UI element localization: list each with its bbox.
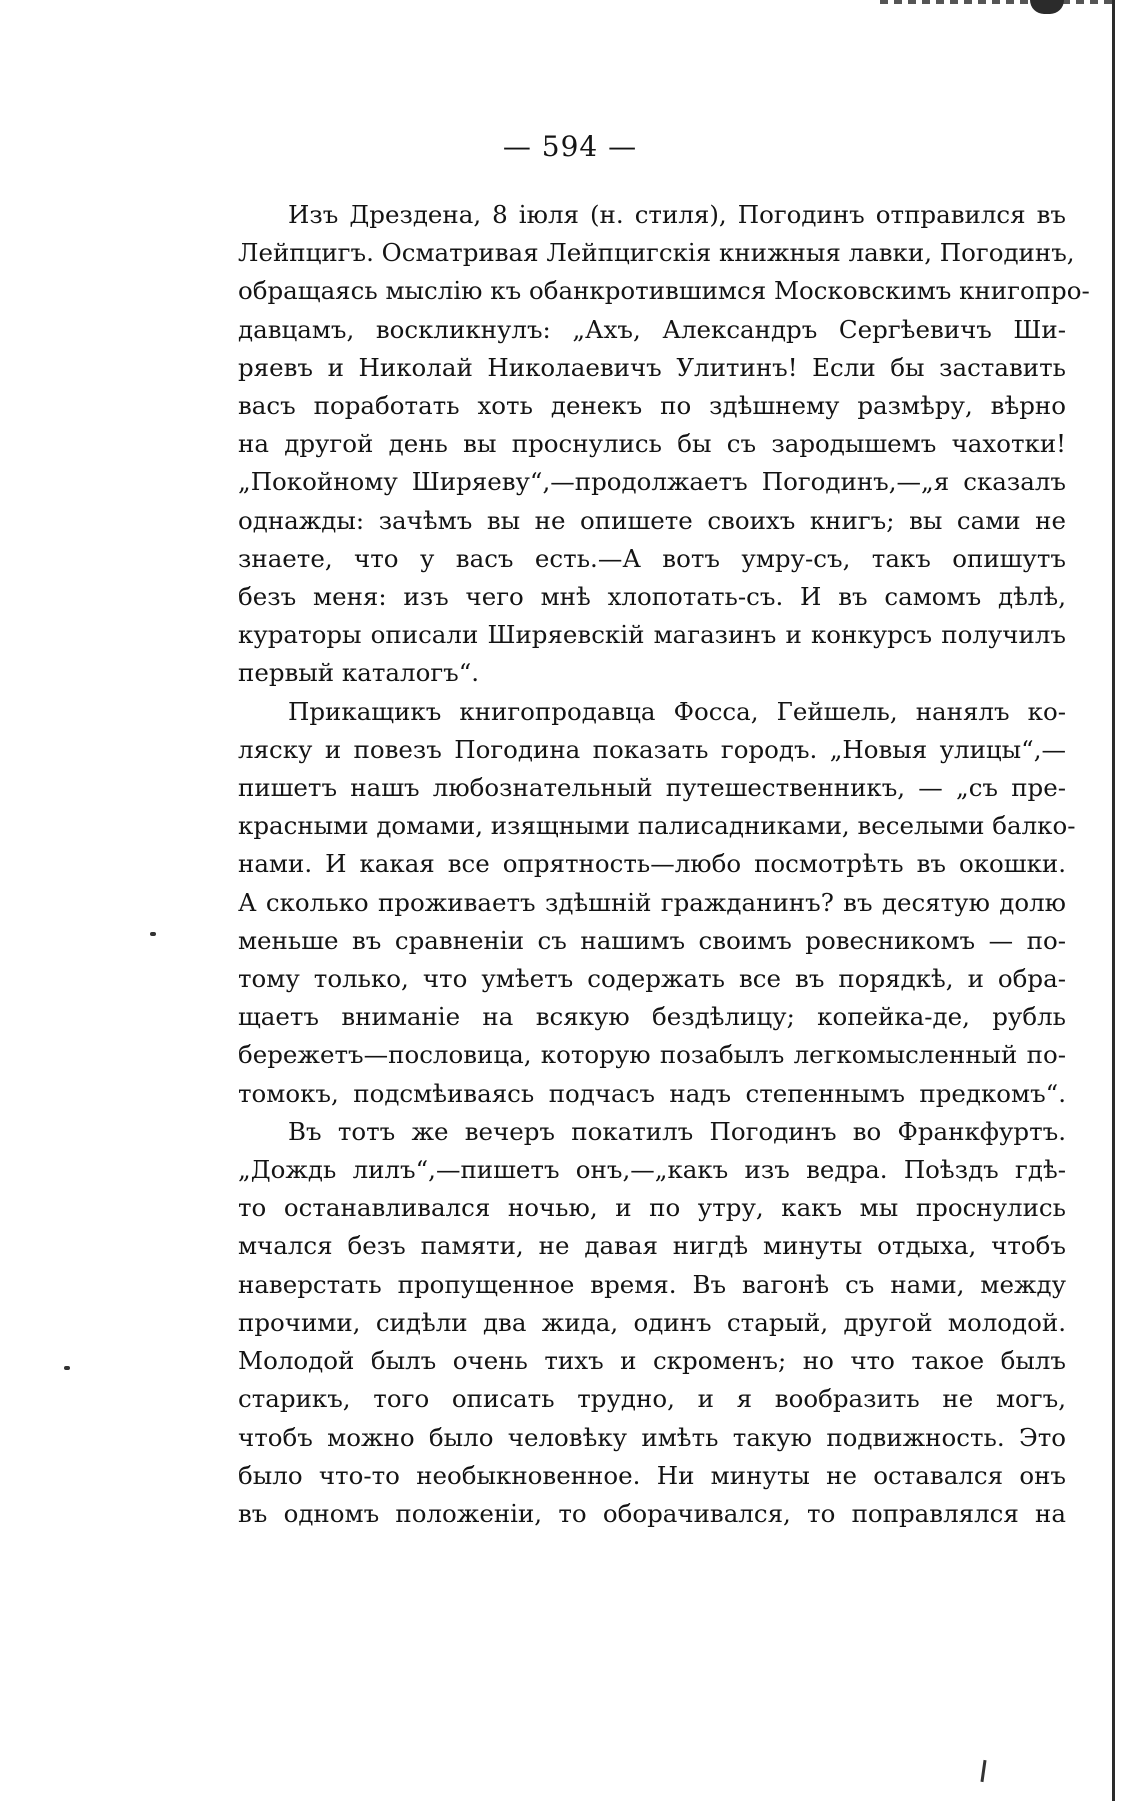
text-line: бережетъ—пословица, которую позабылъ легкомысленный по- <box>238 1040 1066 1070</box>
text-line: кураторы описали Ширяевскій магазинъ и конкурсъ получилъ <box>238 620 1066 650</box>
text-line: Въ тотъ же вечеръ покатилъ Погодинъ во Франкфуртъ. <box>288 1116 1066 1146</box>
text-line: меньше въ сравненіи съ нашимъ своимъ ровесникомъ — по- <box>238 925 1066 955</box>
text-line: Прикащикъ книгопродавца Фосса, Гейшель, нанялъ ко- <box>288 696 1066 726</box>
text-line: однажды: зачѣмъ вы не опишете своихъ книгъ; вы сами не <box>238 505 1066 535</box>
text-line: давцамъ, воскликнулъ: „Ахъ, Александръ Сергѣевичъ Ши- <box>238 314 1066 344</box>
text-line: мчался безъ памяти, не давая нигдѣ минуты отдыха, чтобъ <box>238 1231 1066 1261</box>
margin-dot-mark <box>64 1366 70 1370</box>
paragraph-3 <box>238 1113 1066 1533</box>
text-line: пишетъ нашъ любознательный путешественникъ, — „съ пре- <box>238 773 1066 803</box>
text-line: щаетъ вниманіе на всякую бездѣлицу; копейка-де, рубль <box>238 1002 1066 1032</box>
page-edge-right <box>1112 0 1115 1801</box>
text-line: ляску и повезъ Погодина показать городъ. „Новыя улицы“,— <box>238 734 1066 764</box>
text-line: Молодой былъ очень тихъ и скроменъ; но что такое былъ <box>238 1346 1066 1376</box>
margin-dot-mark <box>150 932 156 936</box>
page-edge-top <box>880 0 1112 4</box>
text-line: Изъ Дрездена, 8 іюля (н. стиля), Погодинъ отправился въ <box>288 200 1066 229</box>
text-line: „Покойному Ширяеву“,—продолжаетъ Погодинъ,—„я сказалъ <box>238 467 1066 497</box>
text-line: безъ меня: изъ чего мнѣ хлопотать-съ. И въ самомъ дѣлѣ, <box>238 582 1066 612</box>
text-line: старикъ, того описать трудно, и я вообразить не могъ, <box>238 1384 1066 1414</box>
page-number: — 594 — <box>502 130 638 163</box>
text-line: прочими, сидѣли два жида, одинъ старый, другой молодой. <box>238 1307 1066 1337</box>
scan-blot <box>1030 0 1064 14</box>
text-line: то останавливался ночью, и по утру, какъ мы проснулись <box>238 1193 1066 1223</box>
text-line: въ одномъ положеніи, то оборачивался, то поправлялся на <box>238 1498 1066 1528</box>
text-line: обращаясь мыслію къ обанкротившимся Московскимъ книгопро- <box>238 276 1090 306</box>
text-line: ряевъ и Николай Николаевичъ Улитинъ! Если бы заставить <box>238 352 1066 382</box>
text-line: чтобъ можно было человѣку имѣть такую подвижность. Это <box>238 1422 1066 1452</box>
text-line: „Дождь лилъ“,—пишетъ онъ,—„какъ изъ ведра. Поѣздъ гдѣ- <box>238 1155 1066 1185</box>
text-line: красными домами, изящными палисадниками, веселыми балко- <box>238 811 1076 841</box>
text-line: Лейпцигъ. Осматривая Лейпцигскія книжныя лавки, Погодинъ, <box>238 238 1075 268</box>
body-text <box>238 196 1090 1533</box>
text-line: наверстать пропущенное время. Въ вагонѣ съ нами, между <box>238 1269 1066 1299</box>
text-line: тому только, что умѣетъ содержать все въ порядкѣ, и обра- <box>238 964 1066 994</box>
text-line: нами. И какая все опрятность—любо посмотрѣть въ окошки. <box>238 849 1066 879</box>
text-line: было что-то необыкновенное. Ни минуты не оставался онъ <box>238 1460 1066 1490</box>
text-line: А сколько проживаетъ здѣшній гражданинъ? въ десятую долю <box>238 887 1066 917</box>
paragraph-2 <box>238 693 1076 1113</box>
text-line: на другой день вы проснулись бы съ зародышемъ чахотки! <box>238 429 1066 459</box>
stray-ink-mark <box>980 1760 986 1782</box>
text-line: томокъ, подсмѣиваясь подчасъ надъ степеннымъ предкомъ“. <box>238 1078 1066 1108</box>
text-line: васъ поработать хоть денекъ по здѣшнему размѣру, вѣрно <box>238 391 1066 421</box>
text-line: знаете, что у васъ есть.—А вотъ умру-съ, такъ опишутъ <box>238 543 1066 573</box>
text-line: первый каталогъ“. <box>238 658 480 688</box>
paragraph-1 <box>238 196 1090 693</box>
